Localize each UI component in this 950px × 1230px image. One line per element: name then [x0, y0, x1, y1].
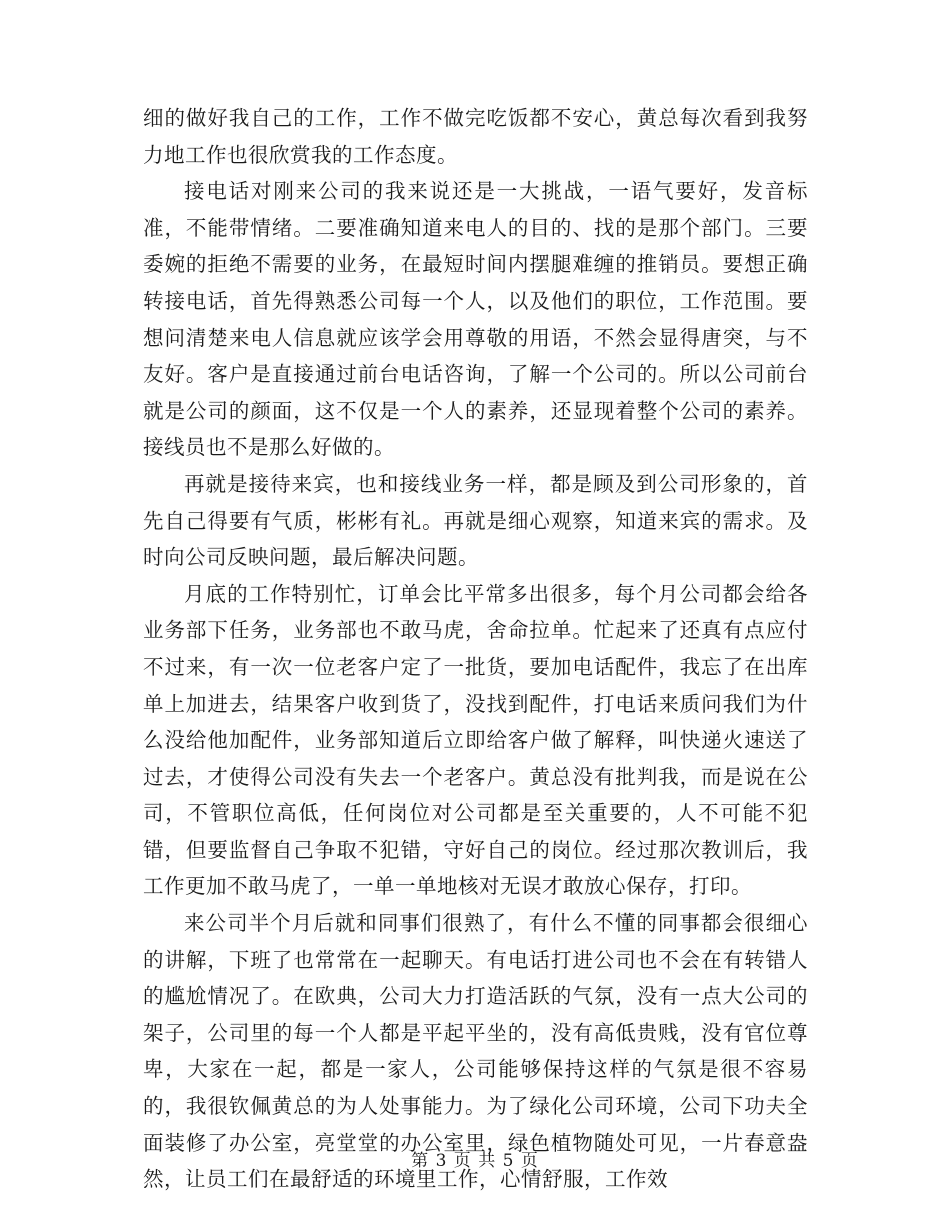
paragraph-1: 细的做好我自己的工作，工作不做完吃饭都不安心，黄总每次看到我努力地工作也很欣赏我的工作态度。 [143, 106, 808, 167]
paragraph-4: 月底的工作特别忙，订单会比平常多出很多，每个月公司都会给各业务部下任务，业务部也不敢马虎，舍命拉单。忙起来了还真有点应付不过来，有一次一位老客户定了一批货，要加电话配件，我忘了在出库单上加进去，结果客户收到货了，没找到配件，打电话来质问我们为什么没给他加配件，业务部知道后立即给客户做了解释，叫快递火速送了过去，才使得公司没有失去一个老客户。黄总没有批判我，而是说在公司，不管职位高低，任何岗位对公司都是至关重要的，人不可能不犯错，但要监督自己争取不犯错，守好自己的岗位。经过那次教训后，我工作更加不敢马虎了，一单一单地核对无误才敢放心保存，打印。 [143, 581, 808, 899]
document-body [143, 100, 808, 1198]
page-number-footer: 第 3 页 共 5 页 [411, 1151, 539, 1171]
paragraph-5: 来公司半个月后就和同事们很熟了，有什么不懂的同事都会很细心的讲解，下班了也常常在一起聊天。有电话打进公司也不会在有转错人的尴尬情况了。在欧典，公司大力打造活跃的气氛，没有一点大公司的架子，公司里的每一个人都是平起平坐的，没有高低贵贱，没有官位尊卑，大家在一起，都是一家人，公司能够保持这样的气氛是很不容易的，我很钦佩黄总的为人处事能力。为了绿化公司环境，公司下功夫全面装修了办公室，亮堂堂的办公室里，绿色植物随处可见，一片春意盎然，让员工们在最舒适的环境里工作，心情舒服，工作效 [143, 911, 808, 1192]
paragraph-2: 接电话对刚来公司的我来说还是一大挑战，一语气要好，发音标准，不能带情绪。二要准确知道来电人的目的、找的是那个部门。三要委婉的拒绝不需要的业务，在最短时间内摆腿难缠的推销员。要想正确转接电话，首先得熟悉公司每一个人，以及他们的职位，工作范围。要想问清楚来电人信息就应该学会用尊敬的用语，不然会显得唐突，与不友好。客户是直接通过前台电话咨询，了解一个公司的。所以公司前台就是公司的颜面，这不仅是一个人的素养，还显现着整个公司的素养。接线员也不是那么好做的。 [143, 179, 808, 460]
paragraph-3: 再就是接待来宾，也和接线业务一样，都是顾及到公司形象的，首先自己得要有气质，彬彬有礼。再就是细心观察，知道来宾的需求。及时向公司反映问题，最后解决问题。 [143, 471, 808, 570]
